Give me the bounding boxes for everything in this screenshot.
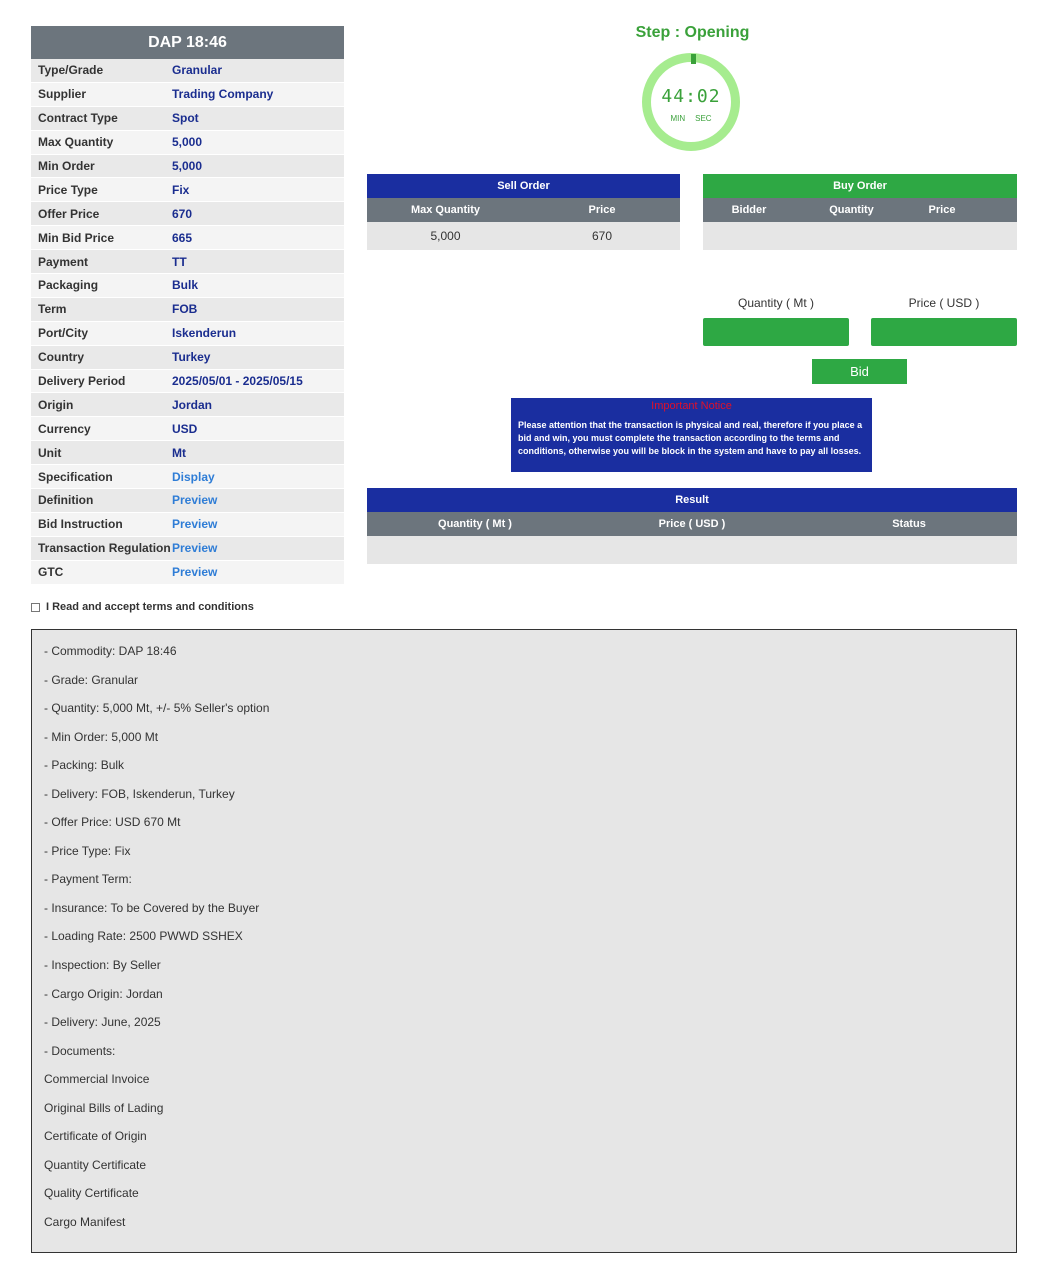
product-row-value: TT: [172, 254, 187, 269]
product-row-label: Transaction Regulation: [38, 541, 171, 556]
result-header-price: Price ( USD ): [658, 518, 726, 530]
product-row-link[interactable]: Preview: [172, 517, 218, 532]
buy-order-title: Buy Order: [703, 174, 1017, 198]
details-line: - Insurance: To be Covered by the Buyer: [44, 900, 260, 915]
product-rows: [31, 59, 344, 585]
product-row-value: FOB: [172, 302, 198, 317]
product-row-label: Term: [38, 302, 67, 317]
timer-sec-label: SEC: [695, 114, 712, 123]
product-row-label: Unit: [38, 445, 62, 460]
details-line: Commercial Invoice: [44, 1072, 150, 1087]
details-line: - Min Order: 5,000 Mt: [44, 729, 159, 744]
product-row-label: GTC: [38, 565, 64, 580]
product-row: [31, 561, 344, 585]
details-line: Certificate of Origin: [44, 1129, 147, 1144]
details-line: - Commodity: DAP 18:46: [44, 644, 177, 658]
product-row-label: Min Bid Price: [38, 230, 115, 245]
details-line: - Payment Term:: [44, 872, 132, 887]
product-row-link[interactable]: Preview: [172, 565, 218, 580]
product-row: [31, 202, 344, 226]
product-row-label: Supplier: [38, 87, 87, 102]
product-row-value: 5,000: [172, 159, 203, 173]
product-row-label: Min Order: [38, 159, 95, 173]
product-info-table: [31, 26, 344, 585]
terms-details-box: [31, 629, 1017, 1253]
sell-cell-price: 670: [591, 229, 613, 243]
product-row-label: Max Quantity: [38, 135, 114, 150]
sell-order-table: [367, 174, 680, 250]
product-row-value: Spot: [172, 111, 199, 126]
sell-cell-max-quantity: 5,000: [430, 229, 461, 243]
important-notice: [511, 398, 872, 472]
product-row: [31, 155, 344, 179]
product-title: DAP 18:46: [31, 26, 344, 59]
product-row: [31, 417, 344, 441]
result-header: [367, 512, 1017, 536]
product-row: [31, 274, 344, 298]
timer-units: [651, 114, 731, 123]
timer-display: 44:02: [661, 86, 721, 107]
product-row-label: Port/City: [38, 326, 89, 341]
sell-order-row: [367, 222, 680, 250]
product-row-value: 665: [172, 230, 193, 245]
product-row-label: Delivery Period: [38, 374, 126, 389]
result-table: [367, 488, 1017, 564]
product-row: [31, 441, 344, 465]
details-line: - Price Type: Fix: [44, 843, 131, 858]
sell-order-header: [367, 198, 680, 222]
product-row-value: Trading Company: [172, 87, 274, 102]
details-line: - Delivery: June, 2025: [44, 1015, 161, 1030]
bid-button[interactable]: Bid: [812, 359, 907, 384]
details-line: - Offer Price: USD 670 Mt: [44, 815, 181, 830]
price-label: Price ( USD ): [908, 296, 980, 310]
product-row-value: Mt: [172, 445, 186, 460]
product-row-label: Type/Grade: [38, 63, 104, 78]
terms-checkbox[interactable]: [31, 603, 40, 612]
countdown-timer: [642, 53, 740, 151]
product-row-label: Offer Price: [38, 206, 100, 221]
product-row: [31, 83, 344, 107]
result-header-quantity: Quantity ( Mt ): [438, 518, 512, 530]
quantity-label: Quantity ( Mt ): [737, 296, 814, 310]
product-row: [31, 107, 344, 131]
product-row: [31, 59, 344, 83]
quantity-input[interactable]: [703, 318, 849, 346]
product-row-value: 5,000: [172, 135, 203, 150]
product-row-label: Definition: [38, 493, 94, 508]
details-line: - Cargo Origin: Jordan: [44, 986, 163, 1001]
product-row-value: USD: [172, 421, 198, 436]
details-line: - Documents:: [44, 1043, 116, 1058]
details-line: - Quantity: 5,000 Mt, +/- 5% Seller's option: [44, 701, 270, 716]
price-input[interactable]: [871, 318, 1017, 346]
details-line: - Loading Rate: 2500 PWWD SSHEX: [44, 929, 243, 944]
details-line: - Inspection: By Seller: [44, 958, 161, 973]
product-row: [31, 513, 344, 537]
product-row: [31, 537, 344, 561]
product-row-link[interactable]: Preview: [172, 493, 218, 508]
product-row: [31, 226, 344, 250]
sell-header-price: Price: [588, 204, 616, 216]
product-row-value: 670: [172, 206, 193, 221]
result-empty-row: [367, 536, 1017, 564]
step-status: Step : Opening: [635, 24, 750, 41]
product-row-label: Currency: [38, 421, 91, 436]
product-row: [31, 322, 344, 346]
details-line: - Grade: Granular: [44, 672, 139, 687]
details-line: Quality Certificate: [44, 1186, 139, 1201]
result-title: Result: [367, 488, 1017, 512]
terms-label: I Read and accept terms and conditions: [46, 601, 254, 613]
timer-min-label: MIN: [670, 114, 686, 123]
product-row: [31, 489, 344, 513]
buy-header-quantity: Quantity: [829, 204, 874, 216]
product-row-value: Iskenderun: [172, 326, 237, 341]
product-row-label: Contract Type: [38, 111, 118, 126]
result-header-status: Status: [892, 518, 926, 530]
product-row-label: Specification: [38, 469, 113, 484]
buy-order-empty-row: [703, 222, 1017, 250]
buy-order-table: [703, 174, 1017, 250]
product-row-value: Fix: [172, 182, 190, 197]
product-row-link[interactable]: Display: [172, 469, 215, 484]
product-row: [31, 250, 344, 274]
product-row-value: Granular: [172, 63, 223, 78]
terms-checkbox-row[interactable]: [31, 601, 254, 613]
timer-progress-mark: [691, 54, 696, 64]
details-line: Quantity Certificate: [44, 1157, 147, 1172]
buy-order-header: [703, 198, 1017, 222]
product-row-label: Country: [38, 350, 84, 365]
product-row-label: Packaging: [38, 278, 99, 293]
product-row-link[interactable]: Preview: [172, 541, 218, 556]
details-line: Cargo Manifest: [44, 1214, 126, 1229]
product-row-value: 2025/05/01 - 2025/05/15: [172, 374, 303, 389]
sell-header-max-quantity: Max Quantity: [410, 204, 481, 216]
product-row: [31, 370, 344, 394]
details-line: - Delivery: FOB, Iskenderun, Turkey: [44, 786, 235, 801]
product-row: [31, 465, 344, 489]
sell-order-title: Sell Order: [367, 174, 680, 198]
product-row-value: Turkey: [172, 350, 211, 365]
details-line: - Packing: Bulk: [44, 758, 125, 773]
buy-header-price: Price: [928, 204, 956, 216]
product-row-label: Price Type: [38, 182, 98, 197]
product-row: [31, 178, 344, 202]
buy-header-bidder: Bidder: [731, 204, 767, 216]
product-row-label: Origin: [38, 397, 74, 412]
product-row-label: Payment: [38, 254, 89, 269]
product-row-value: Jordan: [172, 397, 213, 412]
product-row-label: Bid Instruction: [38, 517, 123, 532]
product-row: [31, 393, 344, 417]
details-line: Original Bills of Lading: [44, 1100, 164, 1115]
product-row: [31, 131, 344, 155]
product-row: [31, 298, 344, 322]
notice-title: Important Notice: [651, 400, 732, 412]
product-row-value: Bulk: [172, 278, 199, 293]
product-row: [31, 346, 344, 370]
notice-text: Please attention that the transaction is physical and real, therefore if you place a bid and win, you must complete the transaction according to the terms and conditions, otherwise you will be block in the system and have to pay all losses.: [518, 420, 863, 456]
